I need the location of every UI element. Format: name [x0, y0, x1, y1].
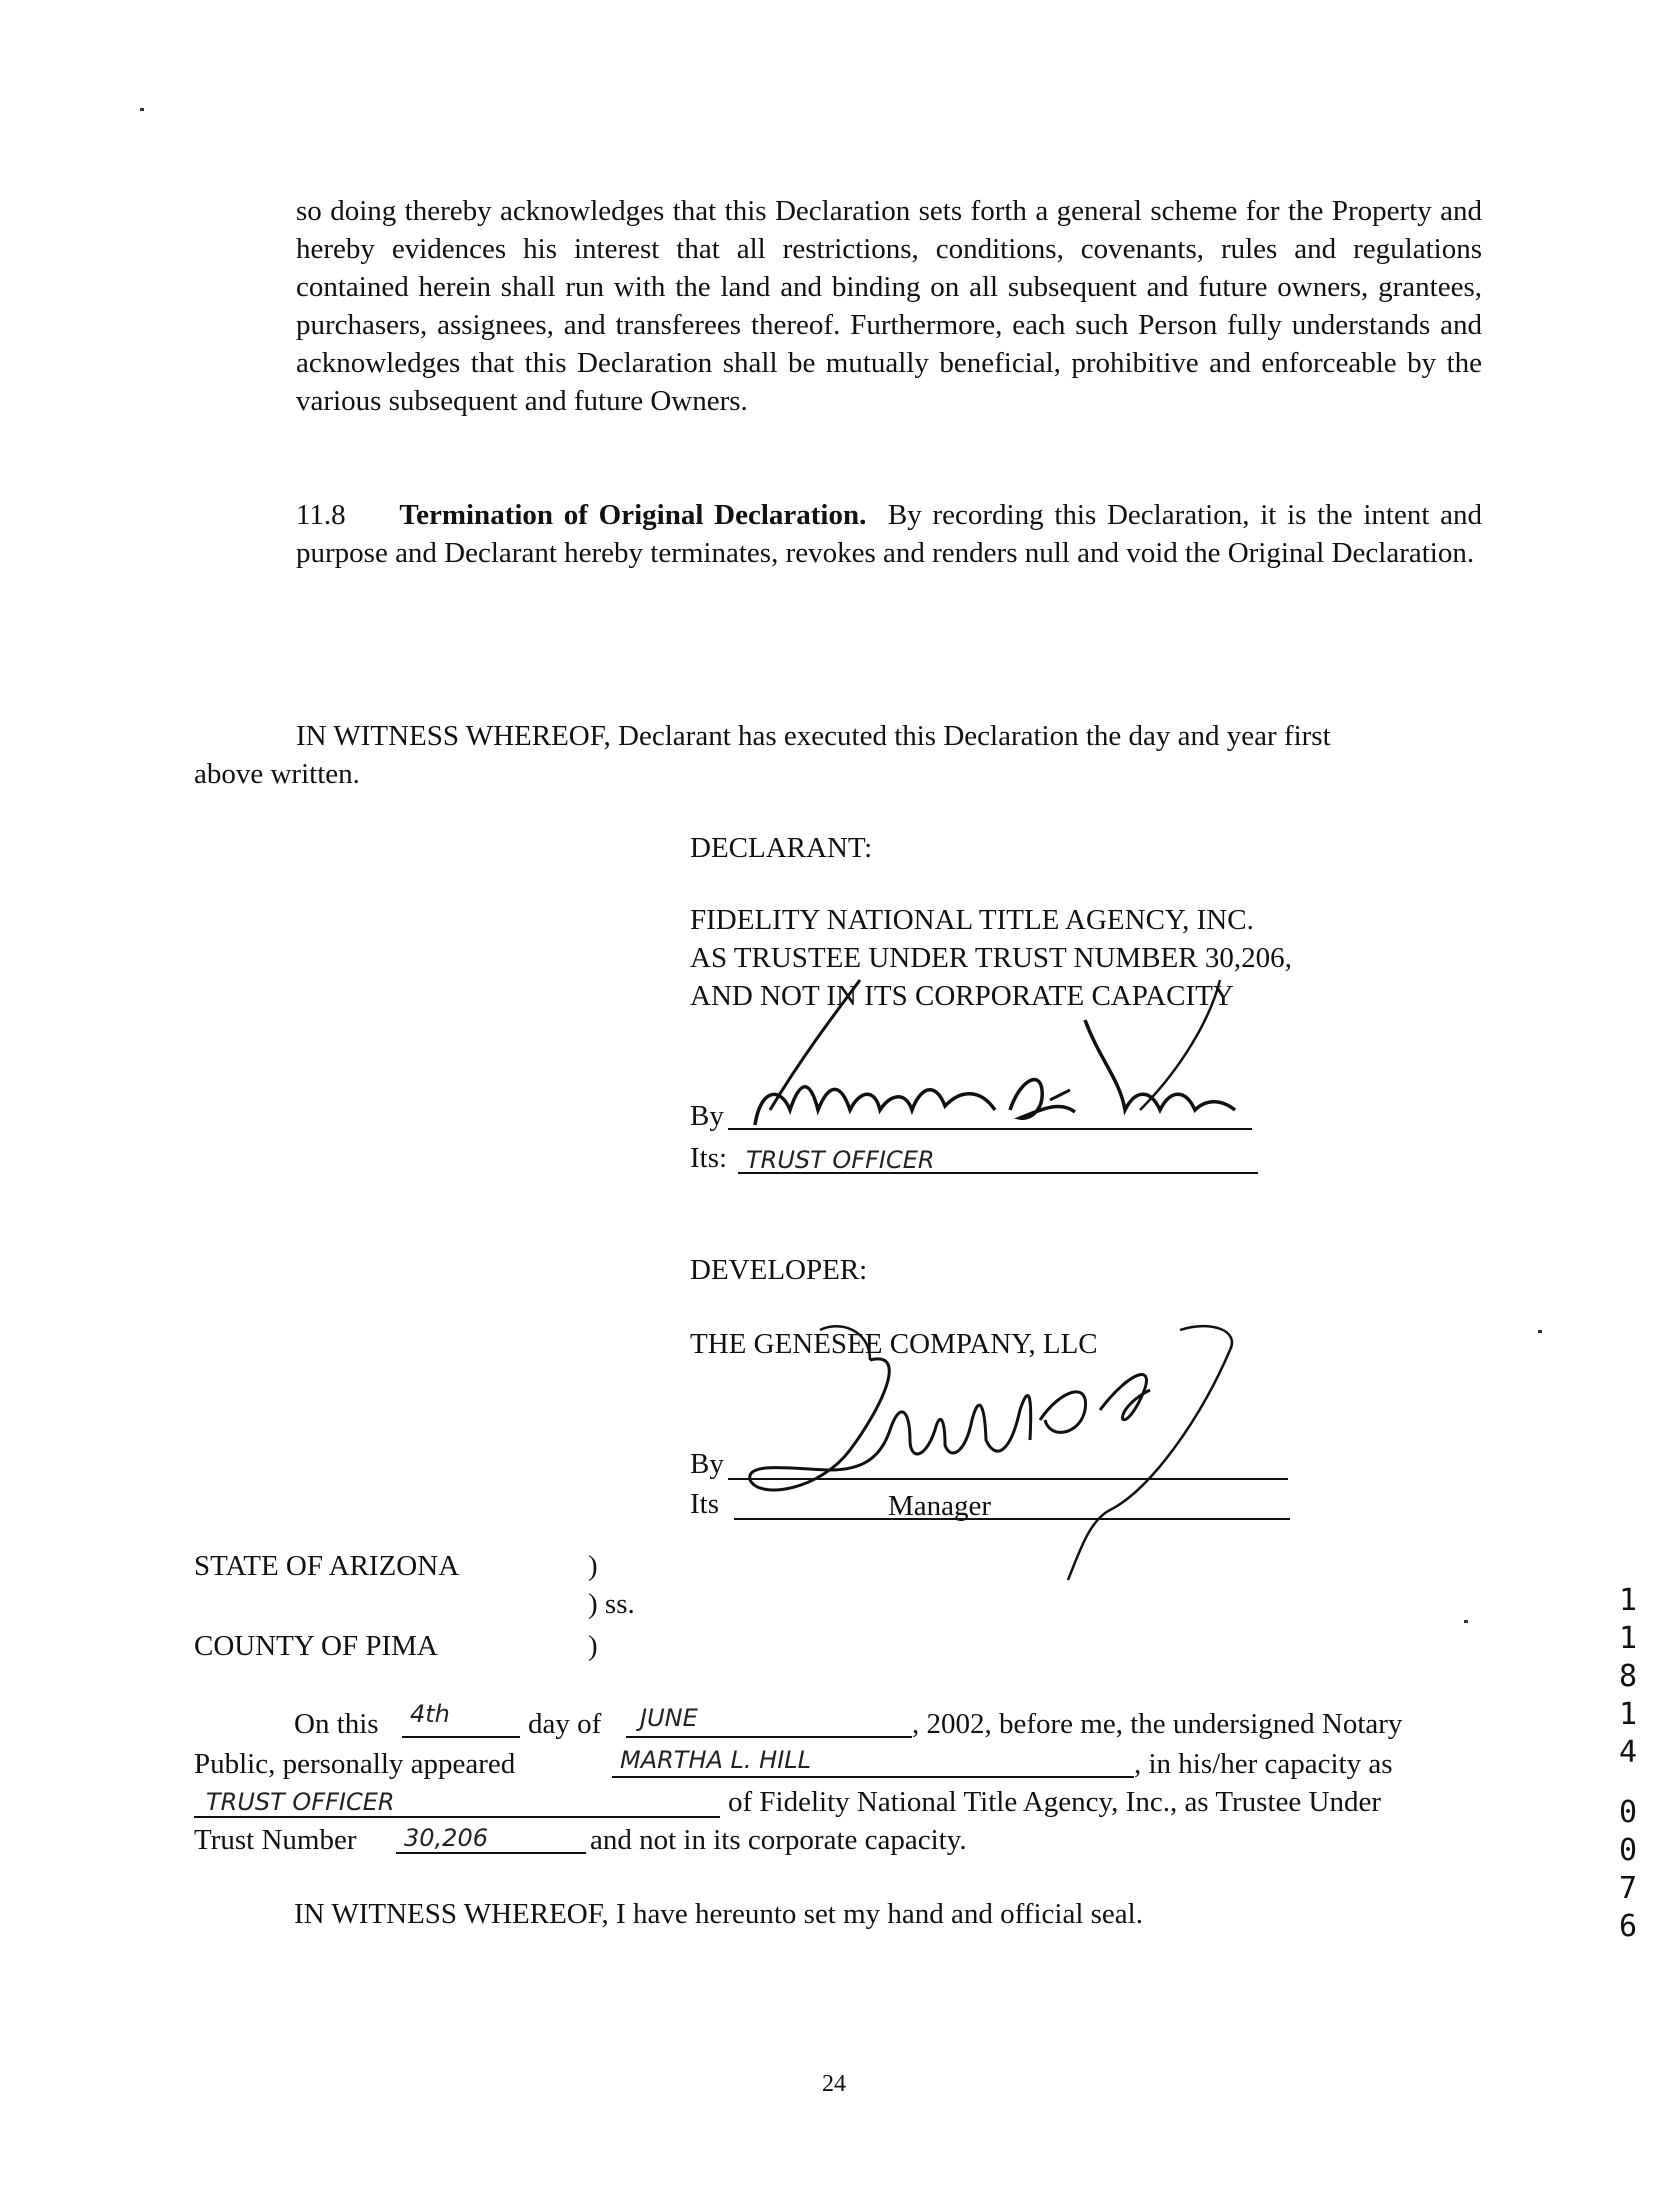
notary-title-line — [194, 1816, 720, 1818]
declarant-its-line — [738, 1172, 1258, 1174]
notary-year-text: , 2002, before me, the undersigned Notary — [912, 1708, 1403, 1740]
recording-number — [1608, 1582, 1648, 1946]
section-number: 11.8 — [296, 499, 346, 531]
notary-line-1 — [294, 1706, 379, 1742]
stamp-digit: 7 — [1618, 1871, 1638, 1906]
stamp-digit: 1 — [1618, 1583, 1638, 1618]
section-title: Termination of Original Declaration. — [399, 499, 867, 531]
declarant-heading: DECLARANT: — [690, 832, 873, 864]
developer-company: THE GENESEE COMPANY, LLC — [690, 1328, 1098, 1360]
declarant-by-label: By — [690, 1100, 724, 1132]
stamp-digit: 0 — [1618, 1833, 1638, 1868]
notary-title-value: TRUST OFFICER — [206, 1788, 395, 1816]
venue-paren-1: ) — [588, 1550, 598, 1582]
developer-by-label: By — [690, 1448, 724, 1480]
developer-its-value: Manager — [888, 1490, 992, 1522]
declarant-name: FIDELITY NATIONAL TITLE AGENCY, INC. — [690, 904, 1254, 936]
scan-speck — [1464, 1620, 1468, 1623]
developer-its-label: Its — [690, 1488, 719, 1520]
notary-trust-value: 30,206 — [404, 1824, 488, 1852]
venue-ss: ) ss. — [588, 1588, 635, 1620]
notary-public-text: Public, personally appeared — [194, 1748, 516, 1780]
notary-trust-line — [396, 1852, 586, 1854]
notary-agency-text: of Fidelity National Title Agency, Inc., as Trustee Under — [728, 1786, 1381, 1818]
stamp-digit: 0 — [1618, 1795, 1638, 1830]
notary-day-value: 4th — [410, 1700, 450, 1728]
notary-capacity-text: , in his/her capacity as — [1134, 1748, 1393, 1780]
on-this-text: On this — [294, 1708, 379, 1740]
stamp-digit: 1 — [1618, 1697, 1638, 1732]
page-number: 24 — [822, 2071, 846, 2097]
section-text: By recording this Declaration, it is the intent and purpose and Declarant hereby terminates, revokes and renders null and void the Original Declaration. — [296, 499, 1483, 569]
witness-statement-cont: above written. — [194, 758, 360, 790]
venue-paren-3: ) — [588, 1630, 598, 1662]
day-of-text: day of — [528, 1708, 602, 1740]
notary-month-value: JUNE — [640, 1704, 698, 1732]
notary-day-line — [402, 1736, 520, 1738]
notary-state: STATE OF ARIZONA — [194, 1550, 460, 1582]
declarant-its-label: Its: — [690, 1142, 728, 1174]
notary-name-line — [612, 1776, 1134, 1778]
section-11-8 — [296, 496, 1482, 572]
declarant-capacity: AND NOT IN ITS CORPORATE CAPACITY — [690, 980, 1234, 1012]
notary-witness: IN WITNESS WHEREOF, I have hereunto set my hand and official seal. — [294, 1898, 1143, 1930]
stamp-digit: 4 — [1618, 1735, 1638, 1770]
notary-month-line — [626, 1736, 912, 1738]
notary-county: COUNTY OF PIMA — [194, 1630, 438, 1662]
developer-signature — [740, 1310, 1260, 1590]
declaration-paragraph: so doing thereby acknowledges that this Declaration sets forth a general scheme for the Property and hereby evidences his interest that all restrictions, conditions, covenants, rules and regulations contained herein shall run with the land and binding on all subsequent and future owners, grantees, purchasers, assignees, and transferees thereof. Furthermore, each such Person fully understands and acknowledges that this Declaration shall be mutually beneficial, prohibitive and enforceable by the various subsequent and future Owners. — [296, 195, 1482, 417]
notary-trust-label: Trust Number — [194, 1824, 357, 1856]
stamp-digit: 6 — [1618, 1909, 1638, 1944]
declarant-trustee: AS TRUSTEE UNDER TRUST NUMBER 30,206, — [690, 942, 1292, 974]
developer-heading: DEVELOPER: — [690, 1254, 868, 1286]
stamp-digit: 8 — [1618, 1659, 1638, 1694]
declarant-signature — [740, 960, 1260, 1140]
scan-speck — [1538, 1330, 1542, 1333]
scan-speck — [140, 108, 144, 111]
stamp-digit: 1 — [1618, 1621, 1638, 1656]
notary-corporate-text: and not in its corporate capacity. — [590, 1824, 967, 1856]
declarant-its-value: TRUST OFFICER — [746, 1146, 935, 1174]
witness-statement: IN WITNESS WHEREOF, Declarant has executed this Declaration the day and year first — [296, 720, 1331, 752]
notary-name-value: MARTHA L. HILL — [620, 1746, 812, 1774]
